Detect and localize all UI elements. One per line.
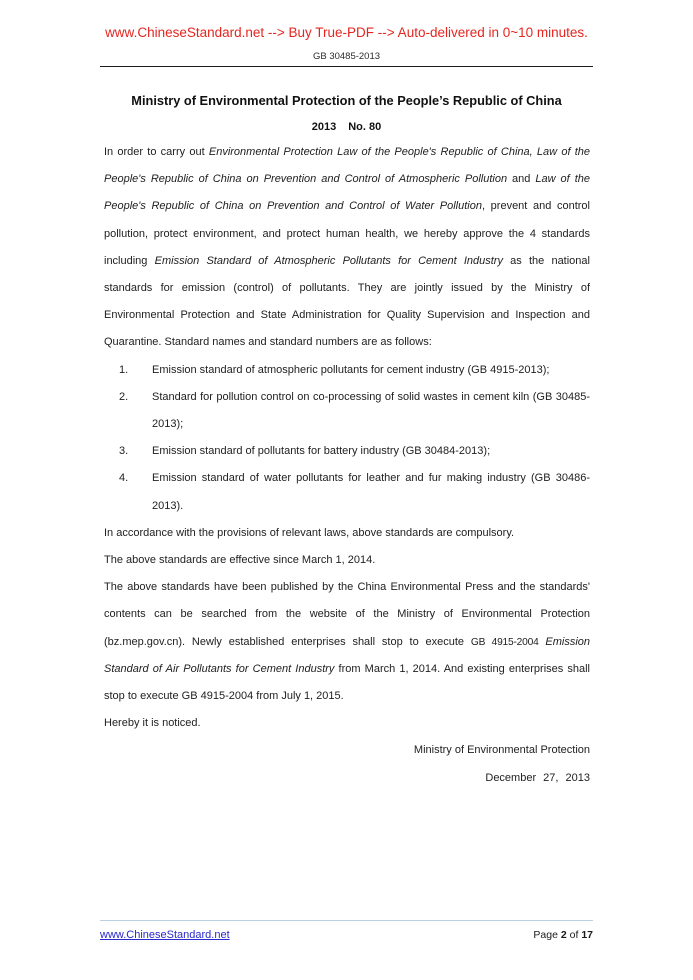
list-item-number: 2.: [119, 390, 129, 403]
text-segment: 2: [560, 929, 567, 941]
list-item-text: Emission standard of water pollutants for leather and fur making industry (GB 30486-2013).: [152, 472, 590, 512]
list-item: [104, 465, 590, 519]
list-item-number: 4.: [119, 472, 129, 485]
text-segment: The above standards have been published by the China Environmental Press and the standards' contents can be searched from the website of the Ministry of Environmental Protection (bz.mep.gov.cn). Newly established enterprises shall stop to execute: [104, 581, 590, 648]
paragraph-effective: The above standards are effective since March 1, 2014.: [104, 554, 376, 567]
text-segment: as the national standards for emission (control) of pollutants. They are jointly issued by the Ministry of Environmental Protection and State Administration for Quality Supervision and Inspection and Quarantine. Standard names and standard numbers are as follows:: [104, 254, 590, 349]
paragraph-publication: [104, 574, 590, 710]
text-segment: 17: [581, 929, 593, 941]
list-item-number: 3.: [119, 445, 129, 458]
document-number: GB 30485-2013: [312, 51, 381, 62]
text-segment: Emission Standard of Air Pollutants for Cement Industry: [104, 635, 591, 675]
text-segment: Law of the People's Republic of China on Prevention and Control of Water Pollution: [104, 173, 590, 213]
paragraph-intro: [104, 139, 590, 357]
issue-number: No. 80: [348, 121, 382, 133]
notice-body: [104, 139, 590, 792]
list-item-text: Standard for pollution control on co-processing of solid wastes in cement kiln (GB 30485-2013);: [152, 390, 590, 431]
issue-line: [0, 120, 693, 134]
list-item: [104, 438, 590, 465]
list-item-text: Emission standard of pollutants for battery industry (GB 30484-2013);: [152, 445, 491, 458]
paragraph-closing: Hereby it is noticed.: [104, 717, 201, 730]
list-item-number: 1.: [119, 363, 129, 376]
signature-org: Ministry of Environmental Protection: [413, 744, 590, 757]
page-footer: [100, 920, 593, 941]
footer-row: [100, 929, 593, 941]
text-segment: GB 4915-2004: [470, 636, 539, 648]
header-divider: [100, 66, 593, 67]
text-segment: Page: [533, 929, 561, 941]
text-segment: , prevent and control pollution, protect environment, and protect human health, we hereby approve the 4 standards including: [104, 200, 590, 267]
issue-year: 2013: [311, 121, 337, 133]
paragraph-compulsory: In accordance with the provisions of relevant laws, above standards are compulsory.: [104, 526, 515, 539]
text-segment: and: [507, 173, 536, 186]
footer-divider: [100, 920, 593, 921]
text-segment: Emission Standard of Atmospheric Pollutants for Cement Industry: [154, 254, 503, 267]
footer-website-link[interactable]: www.ChineseStandard.net: [100, 929, 230, 941]
notice-title: Ministry of Environmental Protection of the People’s Republic of China: [131, 93, 562, 108]
text-segment: In order to carry out: [104, 146, 209, 158]
page-indicator: [533, 929, 593, 941]
signature-date: December 27, 2013: [485, 771, 590, 784]
list-item: [104, 357, 590, 384]
list-item-text: Emission standard of atmospheric pollutants for cement industry (GB 4915-2013);: [152, 363, 550, 376]
list-item: [104, 384, 590, 438]
text-segment: Environmental Protection Law of the People's Republic of China, Law of the People's Republic of China on Prevention and Control of Atmospheric Pollution: [104, 146, 591, 186]
standards-list: [104, 357, 590, 520]
text-segment: of: [566, 929, 582, 941]
text-segment: from March 1, 2014. And existing enterprises shall stop to execute GB 4915-2004 from July 1, 2015.: [104, 662, 591, 703]
promo-banner: www.ChineseStandard.net --> Buy True-PDF --> Auto-delivered in 0~10 minutes.: [105, 25, 588, 40]
